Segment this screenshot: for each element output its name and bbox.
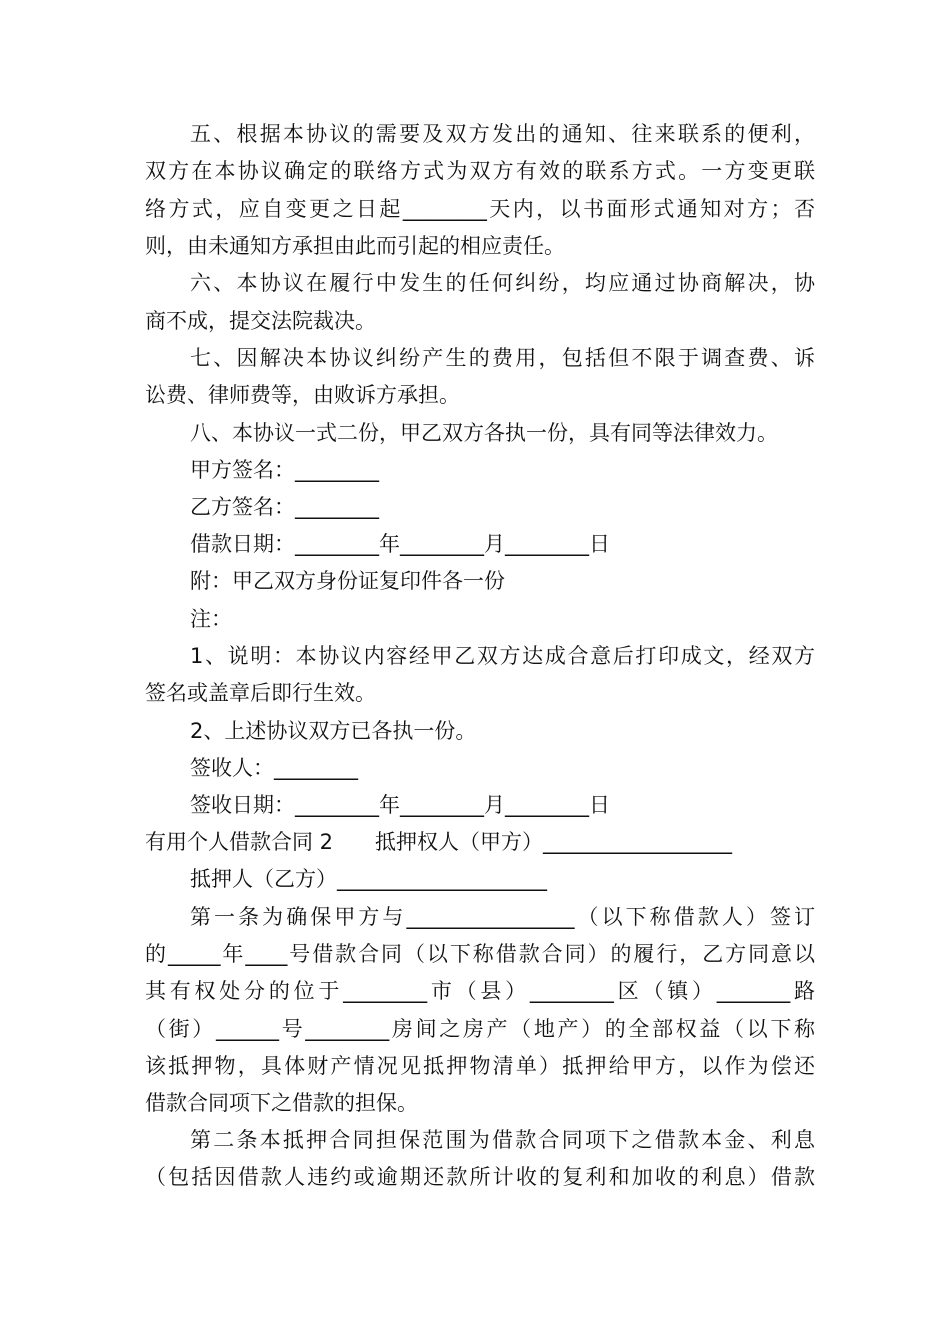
paragraph-5-line-4: 则，由未通知方承担由此而引起的相应责任。 (145, 234, 565, 258)
paragraph-6-line-2: 商不成，提交法院裁决。 (145, 309, 376, 333)
contract-2-heading: 有用个人借款合同 2 抵押权人（甲方）__________________ (145, 830, 733, 854)
paragraph-7-line-1: 七、因解决本协议纠纷产生的费用，包括但不限于调查费、诉 (190, 346, 815, 370)
paragraph-5-line-2: 双方在本协议确定的联络方式为双方有效的联系方式。一方变更联 (145, 159, 815, 183)
note-1-line-2: 签名或盖章后即行生效。 (145, 681, 376, 705)
party-a-signature: 甲方签名：________ (190, 458, 379, 482)
article-1-line-5: 该抵押物，具体财产情况见抵押物清单）抵押给甲方，以作为偿还 (145, 1054, 815, 1078)
article-1-line-4: （街）______号________房间之房产（地产）的全部权益（以下称 (145, 1017, 815, 1041)
paragraph-8: 八、本协议一式二份，甲乙双方各执一份，具有同等法律效力。 (190, 421, 778, 445)
article-1-line-2: 的_____年____号借款合同（以下称借款合同）的履行，乙方同意以 (145, 942, 815, 966)
article-1-line-1: 第一条为确保甲方与________________（以下称借款人）签订 (190, 905, 815, 929)
paragraph-6-line-1: 六、本协议在履行中发生的任何纠纷，均应通过协商解决，协 (190, 271, 815, 295)
article-1-line-3: 其有权处分的位于________市（县）________区（镇）_______路 (145, 979, 815, 1003)
article-1-line-6: 借款合同项下之借款的担保。 (145, 1091, 418, 1115)
article-2-line-2: （包括因借款人违约或逾期还款所计收的复利和加收的利息）借款 (145, 1165, 815, 1189)
note-heading: 注： (190, 607, 232, 631)
attachment-note: 附：甲乙双方身份证复印件各一份 (190, 569, 505, 593)
note-2: 2、上述协议双方已各执一份。 (190, 719, 477, 743)
receipt-date: 签收日期：________年________月________日 (190, 793, 610, 817)
paragraph-7-line-2: 讼费、律师费等，由败诉方承担。 (145, 383, 460, 407)
loan-date: 借款日期：________年________月________日 (190, 532, 610, 556)
note-1-line-1: 1、说明：本协议内容经甲乙双方达成合意后打印成文，经双方 (190, 644, 815, 668)
paragraph-5-line-1: 五、根据本协议的需要及双方发出的通知、往来联系的便利， (190, 122, 815, 146)
paragraph-5-line-3: 络方式，应自变更之日起________天内，以书面形式通知对方；否 (145, 197, 815, 221)
article-2-line-1: 第二条本抵押合同担保范围为借款合同项下之借款本金、利息 (190, 1128, 815, 1152)
mortgagor-line: 抵押人（乙方）____________________ (190, 867, 547, 891)
receiver-signature: 签收人：________ (190, 756, 358, 780)
party-b-signature: 乙方签名：________ (190, 495, 379, 519)
